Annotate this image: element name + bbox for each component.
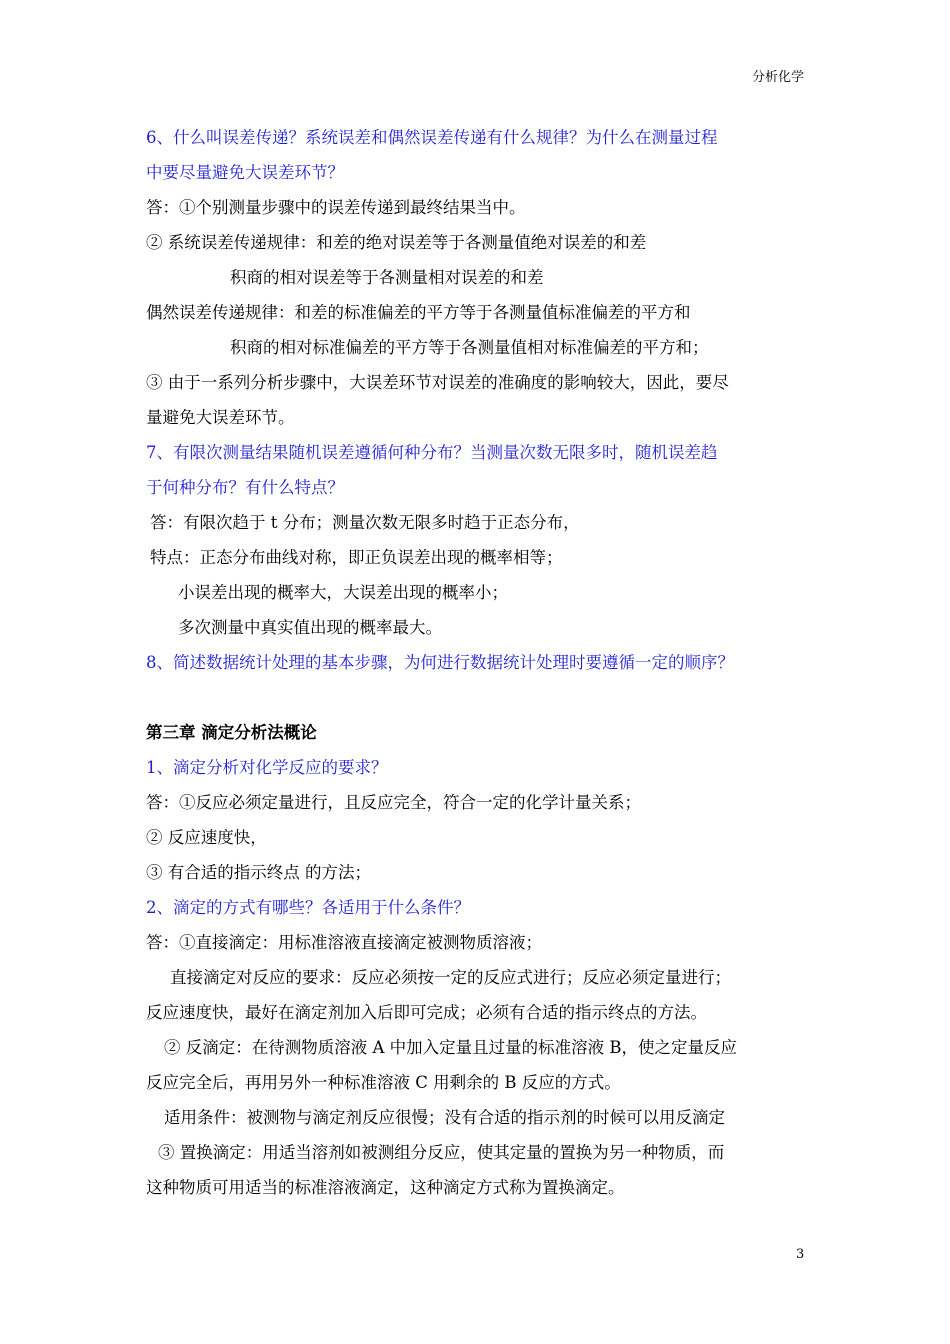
question-line: 于何种分布？有什么特点？ <box>146 478 344 497</box>
text-line: 适用条件：被测物与滴定剂反应很慢；没有合适的指示剂的时候可以用反滴定 <box>164 1108 725 1127</box>
question-line: 2、滴定的方式有哪些？各适用于什么条件？ <box>146 898 470 917</box>
text-line: 小误差出现的概率大，大误差出现的概率小； <box>178 583 508 602</box>
page-header: 分析化学 <box>751 70 804 85</box>
text-line: 答：有限次趋于 t 分布；测量次数无限多时趋于正态分布， <box>150 513 580 532</box>
text-line: ② 反应速度快， <box>146 828 267 847</box>
text-line: 这种物质可用适当的标准溶液滴定，这种滴定方式称为置换滴定。 <box>146 1178 625 1197</box>
text-line: 积商的相对标准偏差的平方等于各测量值相对标准偏差的平方和； <box>230 338 709 357</box>
document-body <box>146 120 816 1205</box>
text-line: 量避免大误差环节。 <box>146 408 295 427</box>
text-line: 答：①个别测量步骤中的误差传递到最终结果当中。 <box>146 198 526 217</box>
text-line: ③ 有合适的指示终点 的方法； <box>146 863 371 882</box>
text-line: 多次测量中真实值出现的概率最大。 <box>178 618 442 637</box>
text-line: ② 反滴定：在待测物质溶液 A 中加入定量且过量的标准溶液 B，使之定量反应 <box>164 1038 738 1057</box>
text-line: ③ 置换滴定：用适当溶剂如被测组分反应，使其定量的置换为另一种物质，而 <box>158 1143 725 1162</box>
blank-line <box>146 680 816 715</box>
text-line: 特点：正态分布曲线对称，即正负误差出现的概率相等； <box>150 548 563 567</box>
text-line: ③ 由于一系列分析步骤中，大误差环节对误差的准确度的影响较大，因此，要尽 <box>146 373 729 392</box>
text-line: ② 系统误差传递规律：和差的绝对误差等于各测量值绝对误差的和差 <box>146 233 647 252</box>
text-line: 偶然误差传递规律：和差的标准偏差的平方等于各测量值标准偏差的平方和 <box>146 303 691 322</box>
question-line: 1、滴定分析对化学反应的要求？ <box>146 758 388 777</box>
question-line: 中要尽量避免大误差环节？ <box>146 163 344 182</box>
question-line: 6、什么叫误差传递？系统误差和偶然误差传递有什么规律？为什么在测量过程 <box>146 128 718 147</box>
text-line: 答：①直接滴定：用标准溶液直接滴定被测物质溶液； <box>146 933 542 952</box>
chapter-heading: 第三章 滴定分析法概论 <box>146 723 317 742</box>
text-line: 直接滴定对反应的要求：反应必须按一定的反应式进行；反应必须定量进行； <box>170 968 731 987</box>
text-line: 积商的相对误差等于各测量相对误差的和差 <box>230 268 544 287</box>
question-line: 7、有限次测量结果随机误差遵循何种分布？当测量次数无限多时，随机误差趋 <box>146 443 718 462</box>
text-line: 反应速度快，最好在滴定剂加入后即可完成；必须有合适的指示终点的方法。 <box>146 1003 707 1022</box>
question-line: 8、简述数据统计处理的基本步骤，为何进行数据统计处理时要遵循一定的顺序？ <box>146 653 734 672</box>
page-number: 3 <box>796 1247 805 1262</box>
text-line: 反应完全后，再用另外一种标准溶液 C 用剩余的 B 反应的方式。 <box>146 1073 621 1092</box>
text-line: 答：①反应必须定量进行，且反应完全，符合一定的化学计量关系； <box>146 793 641 812</box>
